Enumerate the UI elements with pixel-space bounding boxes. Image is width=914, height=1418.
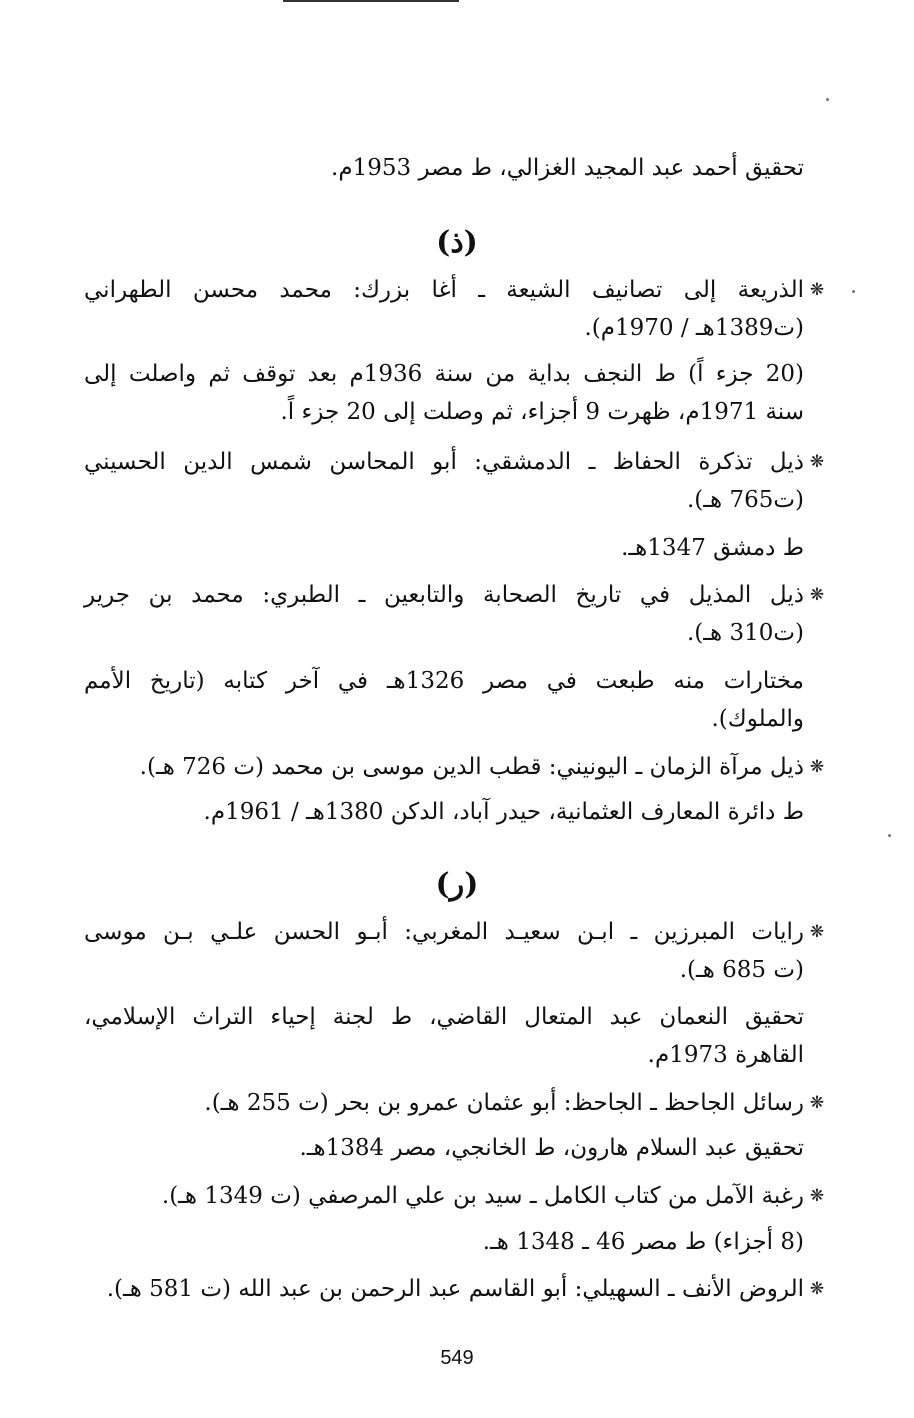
entry-text-line: (ت765 هـ). [686,487,804,513]
entry-title-line: رغبة الآمل من كتاب الكامل ـ سيد بن علي المرصفي (ت 1349 هـ). [161,1183,804,1209]
bullet-icon: ❋ [809,1186,825,1206]
entry-note-line: ط دمشق 1347هـ. [621,535,804,561]
page-number: 549 [440,1347,474,1369]
entry-note-line: القاهرة 1973م. [647,1042,804,1068]
entry-note-line: مختارات منه طبعت في مصر 1326هـ في آخر كتابه (تاريخ الأمم [84,668,804,694]
entry-text-line: (ت1389هـ / 1970م). [584,315,804,341]
entry-note-line: تحقيق النعمان عبد المتعال القاضي، ط لجنة إحياء التراث الإسلامي، [84,1004,804,1030]
section-heading-ra: (ر) [435,867,479,902]
entry-note-line: ط دائرة المعارف العثمانية، حيدر آباد، الدكن 1380هـ / 1961م. [203,799,804,825]
section-heading-dhal: (ذ) [436,225,478,260]
entry-note-line: والملوك). [711,706,804,732]
entry-note-line: (20 جزء اً) ط النجف بداية من سنة 1936م بعد توقف ثم واصلت إلى [84,361,804,387]
scan-speck [826,98,829,101]
bullet-icon: ❋ [809,280,825,300]
entry-title-line: رسائل الجاحظ ـ الجاحظ: أبو عثمان عمرو بن بحر (ت 255 هـ). [204,1090,804,1116]
bullet-icon: ❋ [809,922,825,942]
entry-title-line: رايات المبرزين ـ ابـن سعيـد المغربي: أبـو الحسن علـي بـن موسى [84,919,804,945]
entry-note-line: (8 أجزاء) ط مصر 46 ـ 1348 هـ. [482,1229,804,1255]
bullet-icon: ❋ [809,1093,825,1113]
entry-title-line: ذيل مرآة الزمان ـ اليونيني: قطب الدين موسى بن محمد (ت 726 هـ). [139,754,804,780]
text-line: تحقيق أحمد عبد المجيد الغزالي، ط مصر 1953م. [331,155,804,181]
bullet-icon: ❋ [809,757,825,777]
entry-text-line: (ت310 هـ). [686,620,804,646]
entry-note-line: سنة 1971م، ظهرت 9 أجزاء، ثم وصلت إلى 20 جزء اً. [280,399,804,425]
entry-title-line: الذريعة إلى تصانيف الشيعة ـ أغا بزرك: محمد محسن الطهراني [84,277,804,303]
entry-title-line: ذيل تذكرة الحفاظ ـ الدمشقي: أبو المحاسن شمس الدين الحسيني [84,449,804,475]
entry-text-line: (ت 685 هـ). [679,957,804,983]
scan-speck [888,834,891,837]
entry-title-line: الروض الأنف ـ السهيلي: أبو القاسم عبد الرحمن بن عبد الله (ت 581 هـ). [106,1276,804,1302]
bullet-icon: ❋ [809,452,825,472]
bullet-icon: ❋ [809,1279,825,1299]
entry-note-line: تحقيق عبد السلام هارون، ط الخانجي، مصر 1384هـ. [299,1135,804,1161]
bullet-icon: ❋ [809,585,825,605]
scan-speck [852,290,855,293]
entry-title-line: ذيل المذيل في تاريخ الصحابة والتابعين ـ الطبري: محمد بن جرير [84,582,804,608]
